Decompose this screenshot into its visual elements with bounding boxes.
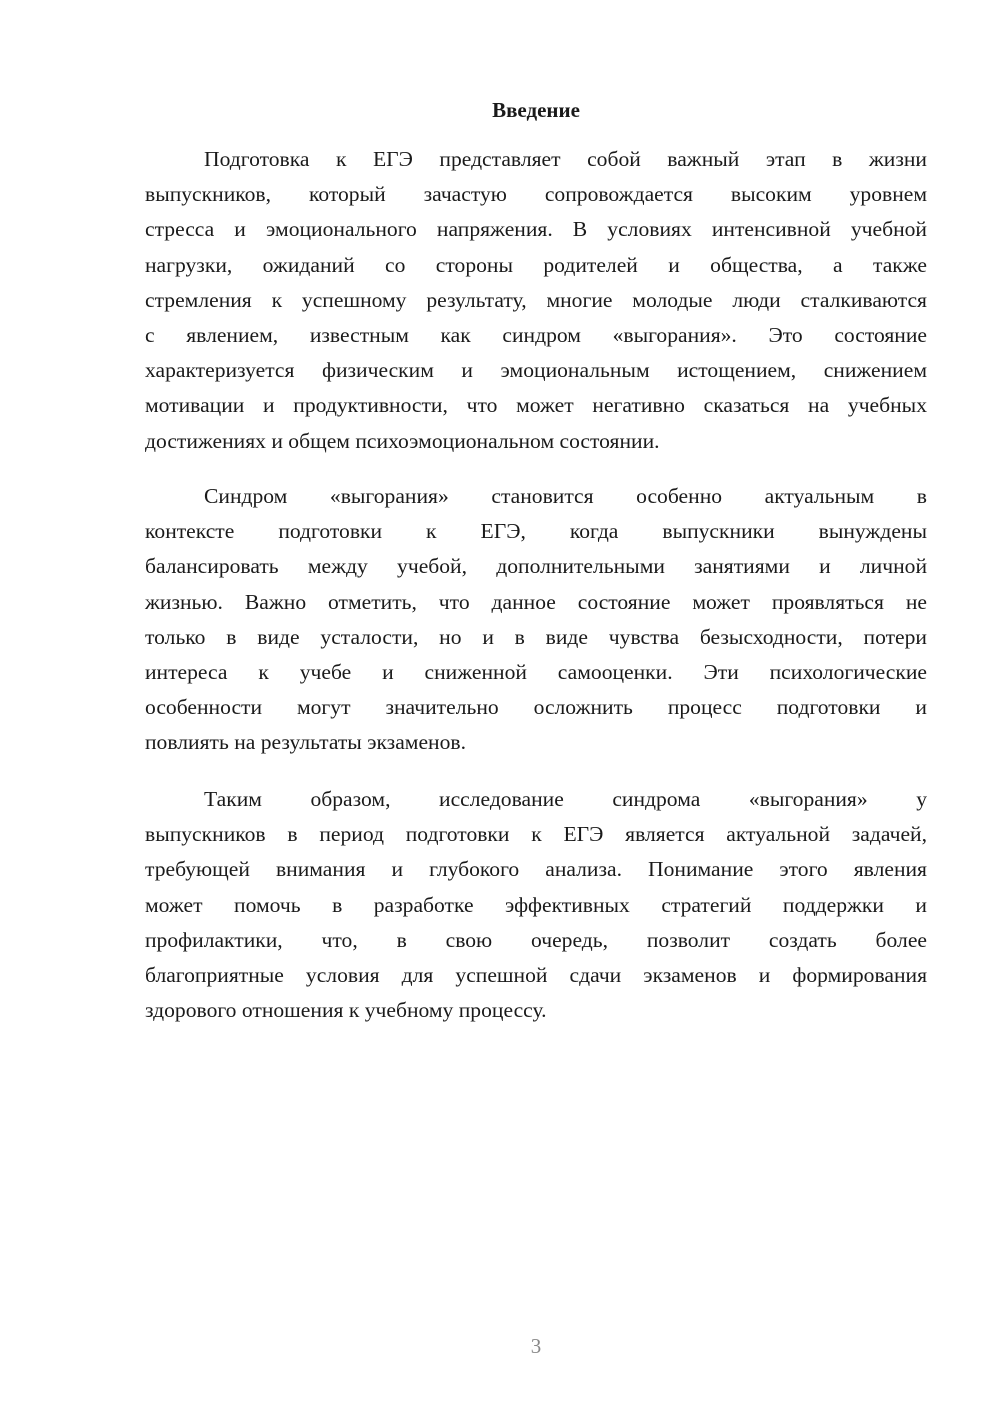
text-line: может помочь в разработке эффективных стратегий поддержки и [145,892,927,917]
text-line: балансировать между учебой, дополнительными занятиями и личной [145,554,927,579]
text-line: Синдром «выгорания» становится особенно актуальным в [204,484,927,508]
text-line: профилактики, что, в свою очередь, позволит создать более [145,927,927,952]
text-line: нагрузки, ожиданий со стороны родителей и общества, а также [145,252,927,277]
paragraph [145,782,927,1028]
text-line: интереса к учебе и сниженной самооценки. Эти психологические [145,659,927,684]
text-line: особенности могут значительно осложнить процесс подготовки и [145,695,927,720]
text-line: выпускников в период подготовки к ЕГЭ является актуальной задачей, [145,822,927,847]
text-line: жизнью. Важно отметить, что данное состояние может проявляться не [145,589,927,614]
paragraph [145,479,927,761]
text-line: Подготовка к ЕГЭ представляет собой важный этап в жизни [204,147,927,171]
text-line: мотивации и продуктивности, что может негативно сказаться на учебных [145,393,927,418]
text-line: выпускников, который зачастую сопровождается высоким уровнем [145,182,927,207]
text-line: повлиять на результаты экзаменов. [145,730,466,755]
paragraph [145,142,927,459]
text-line: достижениях и общем психоэмоциональном состоянии. [145,428,660,453]
text-line: здорового отношения к учебному процессу. [145,998,547,1023]
text-line: стремления к успешному результату, многие молодые люди сталкиваются [145,287,927,312]
text-line: требующей внимания и глубокого анализа. Понимание этого явления [145,857,927,882]
text-line: благоприятные условия для успешной сдачи экзаменов и формирования [145,962,927,987]
text-line: с явлением, известным как синдром «выгорания». Это состояние [145,322,927,347]
text-line: характеризуется физическим и эмоциональным истощением, снижением [145,358,927,383]
text-line: стресса и эмоционального напряжения. В условиях интенсивной учебной [145,217,927,242]
text-line: только в виде усталости, но и в виде чувства безысходности, потери [145,624,927,649]
section-title: Введение [492,98,580,122]
text-line: Таким образом, исследование синдрома «выгорания» у [204,787,927,811]
text-line: контексте подготовки к ЕГЭ, когда выпускники вынуждены [145,519,927,544]
page-number: 3 [530,1334,542,1358]
